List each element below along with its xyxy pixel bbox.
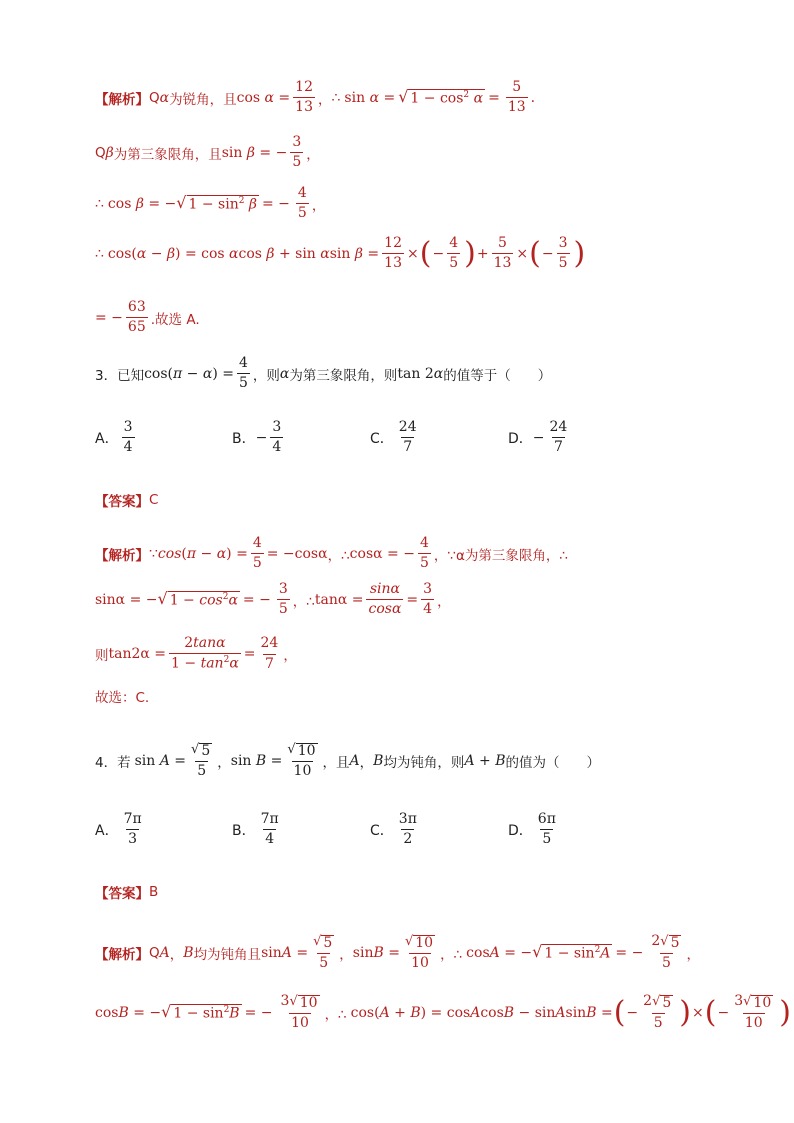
option-label: C． — [370, 430, 394, 447]
fraction: $\frac{24}{7}$ — [398, 419, 417, 456]
expr: cos(α − β) = cos αcos β + sin αsin β = — [107, 245, 380, 262]
fraction: $\frac{5}{13}$ — [493, 235, 512, 272]
fraction: $\frac{4}{5}$ — [238, 355, 248, 392]
fraction: $\frac{\sin\alpha}{\cos\alpha}$ — [368, 581, 402, 618]
fraction: $\frac{4}{5}$ — [419, 535, 429, 572]
analysis-tag: 【解析】 — [95, 946, 149, 963]
expr: sin α = — [344, 89, 396, 106]
var-b: B — [373, 752, 384, 769]
text: .故选 A. — [150, 311, 200, 328]
text: ， — [217, 754, 231, 771]
fraction: $\frac{3}{4}$ — [423, 581, 433, 618]
since-symbol: Q — [95, 144, 106, 161]
q3-analysis-line-2 — [95, 582, 734, 618]
var-b: B — [183, 944, 194, 961]
sqrt: √ $1 - \cos^2 \alpha$ — [398, 87, 484, 107]
text: ， — [311, 197, 326, 214]
text: ， — [686, 946, 700, 963]
text: ， — [318, 91, 332, 108]
expr: cosα = − — [349, 545, 415, 562]
text: 为锐角，且 — [169, 91, 237, 108]
option-label: B． — [232, 430, 256, 447]
expr: sin β = − — [221, 144, 288, 161]
fraction: $\frac{24}{7}$ — [260, 635, 279, 672]
alpha: α — [279, 365, 290, 382]
q4-option-a[interactable] — [95, 812, 147, 848]
fraction: $\frac{63}{65}$ — [127, 299, 146, 336]
text: 为第三象限角，则 — [289, 367, 398, 384]
sqrt: √ $1 - \cos^2\alpha$ — [157, 589, 238, 609]
text: ，∴ — [324, 1006, 347, 1023]
var-a: A — [159, 944, 170, 961]
paren: ) — [573, 235, 586, 271]
text: ， — [169, 946, 184, 963]
since-symbol: Q — [149, 89, 160, 106]
question-number: 3． — [95, 367, 118, 384]
sign: − — [532, 429, 545, 446]
eq: = − — [262, 195, 290, 212]
text: ， — [359, 754, 374, 771]
fraction: $\frac{3}{5}$ — [558, 235, 568, 272]
q3-option-c[interactable] — [370, 420, 422, 456]
option-label: B． — [232, 822, 256, 839]
q3-answer — [95, 490, 734, 510]
eq: = — [488, 89, 500, 106]
fraction: $\frac{2\tan\alpha}{1 - \tan^2\alpha}$ — [171, 635, 239, 673]
sqrt: √ $1 - \sin^2A$ — [532, 942, 611, 962]
paren: ) — [779, 994, 791, 1030]
expr: sin B = — [230, 752, 283, 769]
paren: ) — [464, 235, 476, 271]
fraction: √ 5 5 — [191, 742, 211, 780]
eq: = − — [615, 944, 644, 961]
text: ， — [437, 593, 451, 610]
fraction: √ 5 5 — [313, 934, 333, 972]
minus: − — [717, 1004, 730, 1021]
text: ， — [339, 946, 353, 963]
text: ，∴ — [327, 547, 350, 564]
therefore: ∴ — [95, 195, 104, 212]
question-4 — [95, 742, 734, 780]
eq: = − — [244, 1004, 273, 1021]
fraction: $\frac{4}{5}$ — [449, 235, 459, 272]
text: α为第三象限角，∴ — [455, 547, 568, 564]
q4-analysis-line-1 — [95, 934, 734, 972]
option-label: D． — [508, 822, 533, 839]
because: ∵ — [149, 545, 158, 562]
text: ，∵ — [433, 547, 456, 564]
eq: = — [406, 591, 419, 608]
since-symbol: Q — [149, 944, 160, 961]
expr: cos(A + B) = cosAcosB − sinAsinB = — [350, 1004, 613, 1021]
paren: ( — [704, 994, 717, 1030]
paren: ( — [529, 235, 541, 271]
answer-tag: 【答案】 — [95, 886, 149, 902]
expr: = −cosα — [266, 545, 328, 562]
sol2-line-4 — [95, 236, 734, 272]
text: 的值等于（ ） — [443, 367, 552, 384]
q3-option-a[interactable] — [95, 420, 138, 456]
q3-option-d[interactable] — [508, 420, 572, 456]
sign: − — [255, 429, 268, 446]
therefore: ∴ — [95, 245, 104, 262]
text: ，∴ — [292, 593, 315, 610]
option-label: A． — [95, 822, 119, 839]
fraction: $\frac{7\pi}{4}$ — [260, 811, 279, 848]
var-a: A — [349, 752, 360, 769]
expr: tan2α = — [108, 646, 167, 663]
expr: sin A = — [134, 752, 187, 769]
question-3 — [95, 356, 734, 392]
period: . — [530, 89, 536, 106]
fraction: √ 10 10 — [404, 934, 434, 972]
fraction: $\frac{4}{5}$ — [252, 535, 262, 572]
q4-option-d[interactable] — [508, 812, 561, 848]
text: 则 — [95, 648, 109, 665]
sol2-line-1 — [95, 80, 734, 116]
fraction: 3 √ 10 10 — [734, 993, 772, 1032]
sol2-line-2 — [95, 135, 734, 171]
analysis-tag: 【解析】 — [95, 91, 149, 108]
eq: = — [243, 646, 256, 663]
times: × — [407, 245, 419, 262]
text: ，∴ — [440, 946, 463, 963]
therefore: ∴ — [331, 89, 341, 106]
expr: cos β = − — [107, 195, 177, 212]
text: ， — [306, 146, 320, 163]
answer-tag: 【答案】 — [95, 494, 149, 510]
fraction: √ 10 10 — [287, 742, 316, 780]
question-number: 4．若 — [95, 754, 131, 771]
option-label: C． — [370, 822, 394, 839]
text: 为第三象限角，且 — [113, 146, 222, 163]
q3-analysis-line-1 — [95, 536, 734, 572]
sqrt: √ $1 - \sin^2 \beta$ — [176, 193, 257, 213]
times: × — [516, 245, 529, 262]
q4-option-b[interactable] — [232, 812, 284, 848]
text: ， — [283, 648, 297, 665]
paren: ( — [419, 235, 432, 271]
fraction: $\frac{3\pi}{2}$ — [398, 811, 417, 848]
expr: cos(π − α) = — [144, 365, 234, 382]
expr: cosB = − — [95, 1004, 162, 1021]
minus: − — [432, 245, 445, 262]
minus: − — [541, 245, 554, 262]
text: 故选：C. — [95, 690, 150, 706]
expr: cos α = — [236, 89, 291, 106]
expr: sinα = − — [95, 591, 158, 608]
minus: − — [626, 1004, 639, 1021]
sqrt: √ $1 - \sin^2B$ — [161, 1002, 240, 1022]
fraction: $\frac{24}{7}$ — [549, 419, 568, 456]
q3-option-b[interactable] — [232, 420, 286, 456]
fraction: $\frac{3}{4}$ — [123, 419, 133, 456]
expr: sinB = — [352, 944, 400, 961]
expr: sinA = — [261, 944, 309, 961]
fraction: 3 √ 10 10 — [280, 993, 318, 1032]
fraction: $\frac{6\pi}{5}$ — [537, 811, 556, 848]
answer-value: C — [149, 492, 159, 508]
text: 均为钝角且 — [193, 946, 262, 963]
option-label: A． — [95, 430, 119, 447]
alpha: α — [159, 89, 170, 106]
q4-answer — [95, 882, 734, 902]
fraction: $\frac{3}{4}$ — [272, 419, 282, 456]
fraction: $\frac{3}{5}$ — [292, 134, 302, 171]
text: 均为钝角，则 — [383, 754, 465, 771]
q4-analysis-line-2 — [95, 993, 791, 1032]
expr: tanα = — [314, 591, 364, 608]
fraction: $\frac{7\pi}{3}$ — [123, 811, 142, 848]
option-label: D． — [508, 430, 533, 447]
fraction: $\frac{12}{13}$ — [295, 79, 313, 116]
fraction: $\frac{12}{13}$ — [384, 235, 402, 272]
expr: cosA = − — [466, 944, 533, 961]
q3-analysis-line-3 — [95, 636, 734, 672]
text: 已知 — [117, 367, 145, 384]
text: 的值为（ ） — [505, 754, 600, 771]
eq: = − — [242, 591, 271, 608]
text: ，则 — [252, 367, 280, 384]
paren: ) — [679, 994, 691, 1030]
analysis-tag: 【解析】 — [95, 547, 149, 564]
plus: + — [476, 245, 489, 262]
fraction: 2 √ 5 5 — [643, 993, 672, 1032]
q3-analysis-line-4 — [95, 686, 734, 706]
beta: β — [105, 144, 114, 161]
q4-option-c[interactable] — [370, 812, 422, 848]
times: × — [692, 1004, 704, 1021]
expr: cos — [157, 545, 182, 562]
paren: ( — [613, 994, 626, 1030]
fraction: $\frac{4}{5}$ — [297, 185, 307, 222]
fraction: $\frac{3}{5}$ — [278, 581, 288, 618]
answer-value: B — [149, 884, 159, 900]
text: ，且 — [322, 754, 350, 771]
eq: = − — [95, 309, 123, 326]
sol2-line-3 — [95, 186, 734, 222]
expr: tan 2α — [397, 365, 444, 382]
expr: A + B — [464, 752, 506, 769]
fraction: 2 √ 5 5 — [651, 933, 680, 972]
sol2-line-5 — [95, 300, 734, 336]
expr: (π − α) = — [181, 545, 248, 562]
fraction: $\frac{5}{13}$ — [507, 79, 526, 116]
